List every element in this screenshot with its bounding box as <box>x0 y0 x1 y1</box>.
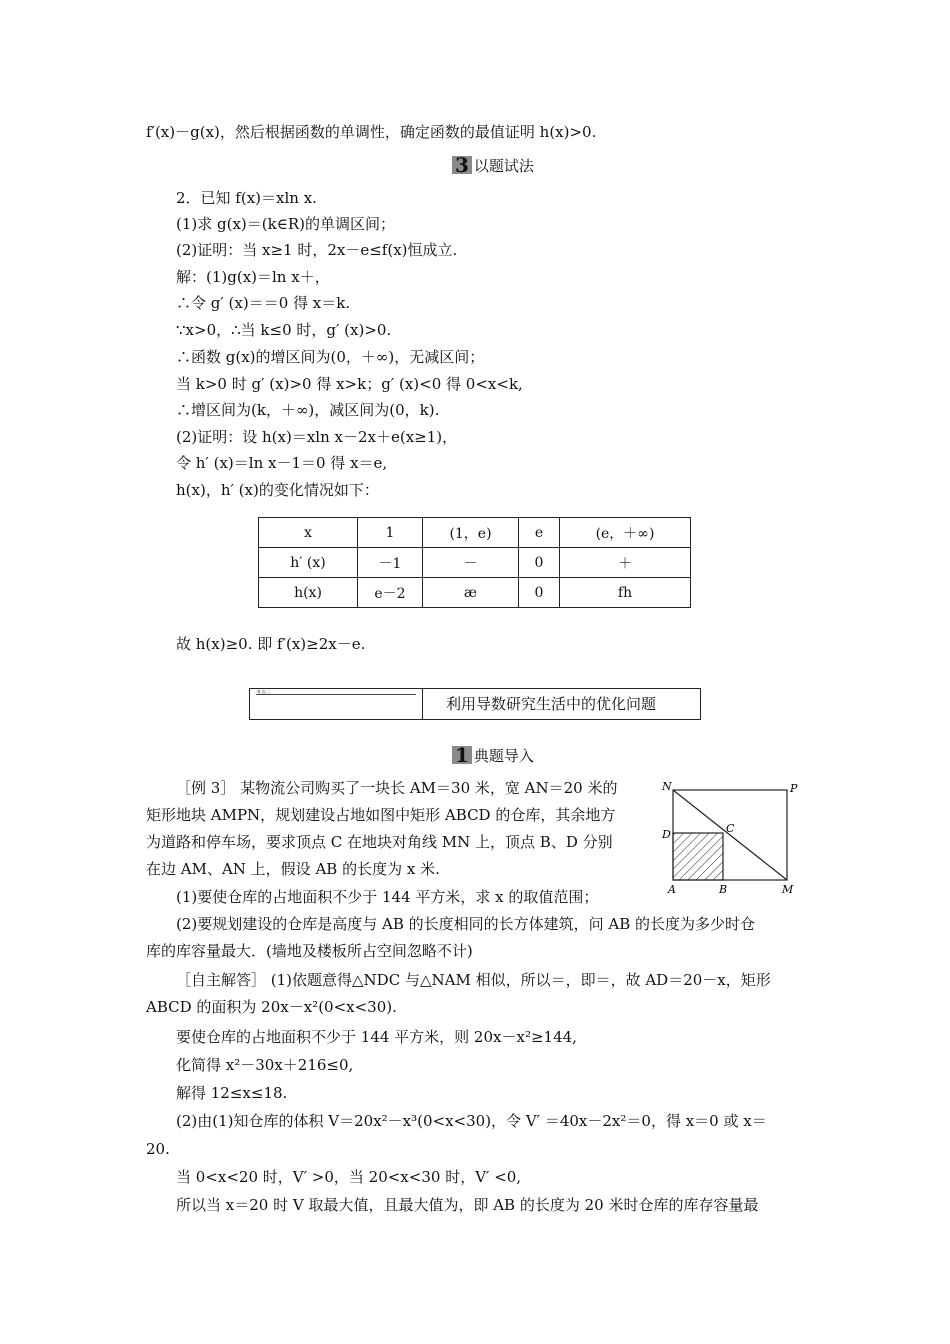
table-cell: e <box>519 518 560 548</box>
problem-line: 解：(1)g(x)＝ln x＋， <box>176 268 330 286</box>
example-line: 解得 12≤x≤18. <box>176 1084 288 1102</box>
table-row <box>259 518 691 548</box>
label-P: P <box>790 782 798 795</box>
table-cell: 0 <box>519 548 560 578</box>
problem-line: 2．已知 f(x)＝xln x. <box>176 189 317 207</box>
section-number-badge: 3 <box>452 156 472 174</box>
section-number-badge: 1 <box>452 746 472 764</box>
table-row <box>259 548 691 578</box>
table-cell: 1 <box>358 518 423 548</box>
example-line: 在边 AM、AN 上，假设 AB 的长度为 x 米. <box>146 860 440 878</box>
example-line: 当 0<x<20 时，V′ >0，当 20<x<30 时，V′ <0, <box>176 1168 522 1186</box>
label-A: A <box>668 883 676 896</box>
table-cell: －1 <box>358 548 423 578</box>
conclusion-line: 故 h(x)≥0. 即 f′(x)≥2x－e. <box>176 635 366 653</box>
text-line-intro: f′(x)－g(x)，然后根据函数的单调性，确定函数的最值证明 h(x)>0. <box>146 123 597 141</box>
warehouse-rect <box>673 833 723 880</box>
example-line: 要使仓库的占地面积不少于 144 平方米，则 20x－x²≥144, <box>176 1028 577 1046</box>
table-cell: e－2 <box>358 578 423 608</box>
example-line: 化简得 x²－30x＋216≤0, <box>176 1056 354 1074</box>
problem-line: 令 h′ (x)＝ln x－1＝0 得 x＝e, <box>176 454 388 472</box>
table-cell: － <box>423 548 519 578</box>
label-C: C <box>726 822 735 835</box>
table-cell: h(x) <box>259 578 358 608</box>
problem-line: (1)求 g(x)＝(k∈R)的单调区间； <box>176 215 395 233</box>
variation-table <box>258 517 691 608</box>
table-cell: (1，e) <box>423 518 519 548</box>
table-cell: x <box>259 518 358 548</box>
label-N: N <box>662 780 672 793</box>
example-line: 库的库容量最大．(墙地及楼板所占空间忽略不计) <box>146 942 473 960</box>
table-cell: 0 <box>519 578 560 608</box>
section-title: 典题导入 <box>473 747 534 765</box>
section-title: 以题试法 <box>473 157 534 175</box>
table-cell: ＋ <box>560 548 691 578</box>
example-line: 矩形地块 AMPN，规划建设占地如图中矩形 ABCD 的仓库，其余地方 <box>146 806 616 824</box>
problem-line: (2)证明：当 x≥1 时，2x－e≤f(x)恒成立. <box>176 241 458 259</box>
problem-line: (2)证明：设 h(x)＝xln x－2x＋e(x≥1)， <box>176 428 458 446</box>
table-cell: h′ (x) <box>259 548 358 578</box>
table-cell: fh <box>560 578 691 608</box>
problem-line: h(x)，h′ (x)的变化情况如下： <box>176 481 379 499</box>
problem-line: ∴函数 g(x)的增区间为(0，＋∞)，无减区间； <box>176 348 485 366</box>
problem-line: ∴增区间为(k，＋∞)，减区间为(0，k). <box>176 401 440 419</box>
topic-title: 利用导数研究生活中的优化问题 <box>446 695 657 713</box>
divider <box>256 694 416 695</box>
problem-line: ∵x>0，∴当 k≤0 时，g′ (x)>0. <box>176 321 392 339</box>
example-line: (2)要规划建设的仓库是高度与 AB 的长度相同的长方体建筑，问 AB 的长度为多少时仓 <box>176 915 756 933</box>
section-heading-practice <box>452 155 534 176</box>
label-M: M <box>782 883 794 896</box>
problem-line: 当 k>0 时 g′ (x)>0 得 x>k；g′ (x)<0 得 0<x<k, <box>176 375 523 393</box>
label-B: B <box>719 883 728 896</box>
example-line: ［例 3］ 某物流公司购买了一块长 AM＝30 米，宽 AN＝20 米的 <box>176 779 618 797</box>
example-line: 所以当 x＝20 时 V 取最大值，且最大值为，即 AB 的长度为 20 米时仓库的库存容量最 <box>176 1196 759 1214</box>
example-line: (2)由(1)知仓库的体积 V＝20x²－x³(0<x<30)，令 V′ ＝40x－2x²＝0，得 x＝0 或 x＝ <box>176 1112 767 1130</box>
topic-tiny-label: 考点三 <box>256 690 272 696</box>
section-heading-example <box>452 745 534 766</box>
example-line: (1)要使仓库的占地面积不少于 144 平方米，求 x 的取值范围； <box>176 888 599 906</box>
topic-box-label-cell <box>250 689 423 719</box>
example-line: 20. <box>146 1140 170 1158</box>
example-line: 为道路和停车场，要求顶点 C 在地块对角线 MN 上，顶点 B、D 分别 <box>146 833 613 851</box>
label-D: D <box>662 828 671 841</box>
table-cell: æ <box>423 578 519 608</box>
table-row <box>259 578 691 608</box>
topic-box <box>249 688 701 720</box>
table-cell: (e，＋∞) <box>560 518 691 548</box>
problem-line: ∴令 g′ (x)＝＝0 得 x＝k. <box>176 294 351 312</box>
warehouse-diagram <box>660 780 810 900</box>
example-line: ABCD 的面积为 20x－x²(0<x<30). <box>146 998 397 1016</box>
example-line: ［自主解答］ (1)依题意得△NDC 与△NAM 相似，所以＝，即＝，故 AD＝20－x，矩形 <box>176 971 771 989</box>
